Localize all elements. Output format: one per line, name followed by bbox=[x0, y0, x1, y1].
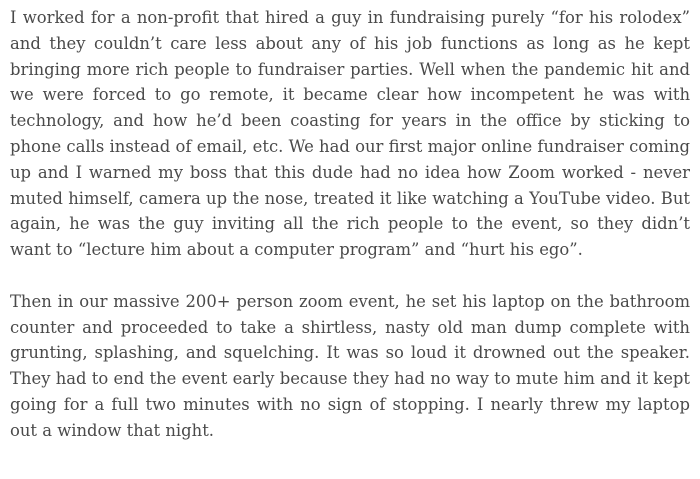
paragraph-2: Then in our massive 200+ person zoom event, he set his laptop on the bathroom counter and proceeded to take a shirtless, nasty old man dump complete with grunting, splashing, and squelching. It was so loud it drowned out the speaker. They had to end the event early because they had no way to mute him and it kept going for a full two minutes with no sign of stopping. I nearly threw my laptop out a window that night. bbox=[10, 291, 690, 440]
article-body bbox=[10, 5, 690, 444]
paragraph-1: I worked for a non-profit that hired a guy in fundraising purely “for his rolodex” and they couldn’t care less about any of his job functions as long as he kept bringing more rich people to fundraiser parties. Well when the pandemic hit and we were forced to go remote, it became clear how incompetent he was with technology, and how he’d been coasting for years in the office by sticking to phone calls instead of email, etc. We had our first major online fundraiser coming up and I warned my boss that this dude had no idea how Zoom worked - never muted himself, camera up the nose, treated it like watching a YouTube video. But again, he was the guy inviting all the rich people to the event, so they didn’t want to “lecture him about a computer program” and “hurt his ego”. bbox=[10, 8, 690, 260]
